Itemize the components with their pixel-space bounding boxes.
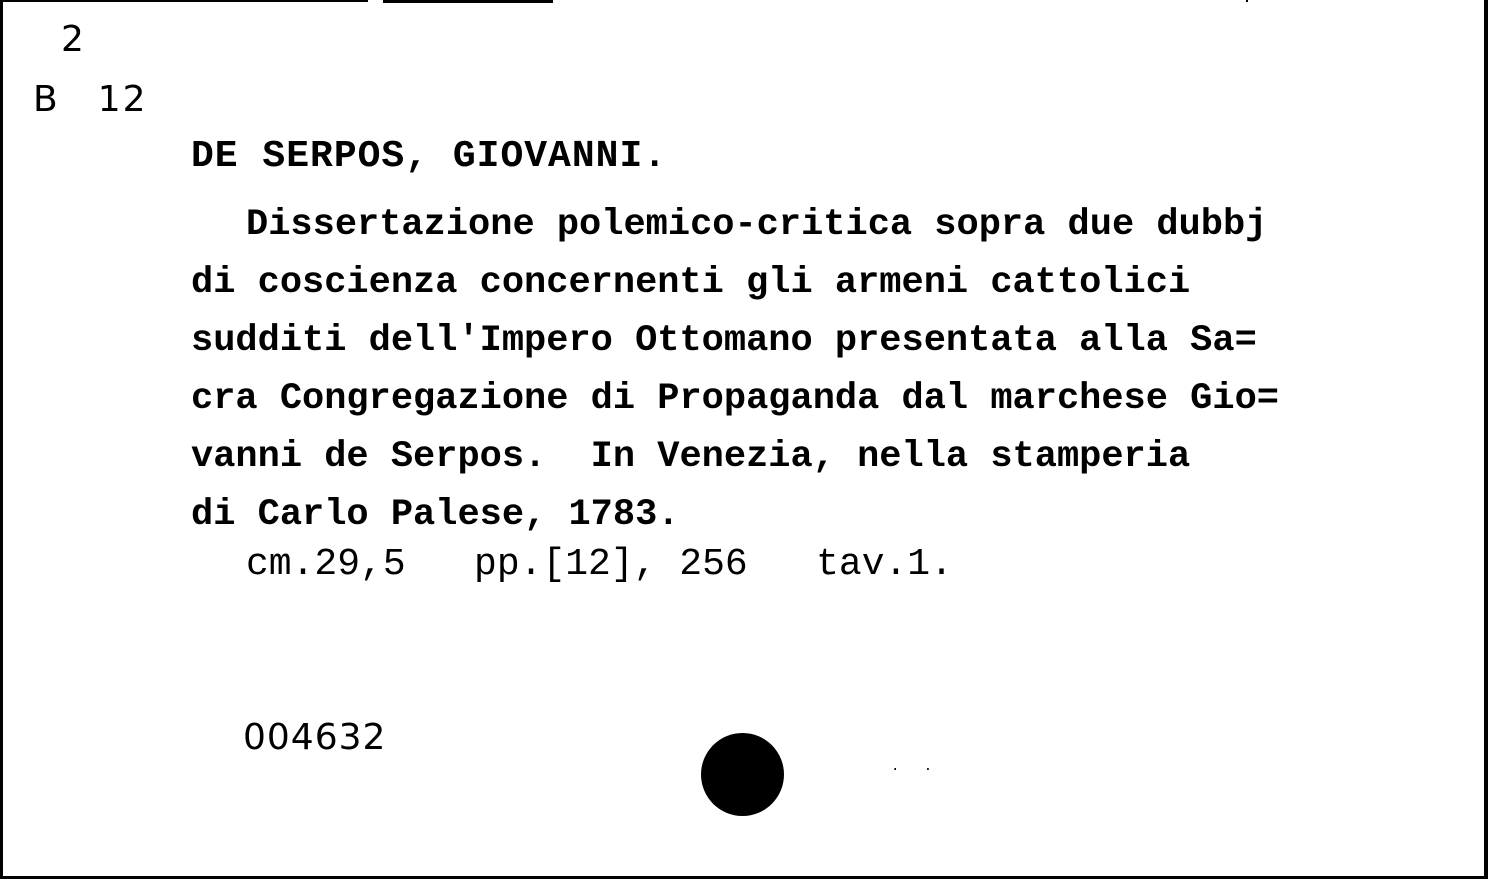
shelfmark-class-letter: B [33, 79, 60, 120]
title-line: Dissertazione polemico-critica sopra due dubbj [246, 204, 1268, 246]
title-line: di coscienza concernenti gli armeni cattolici [191, 262, 1191, 304]
title-entry [191, 196, 1471, 544]
punch-hole-icon [701, 733, 784, 816]
title-line: cra Congregazione di Propaganda dal marchese Gio= [191, 378, 1279, 420]
title-line: vanni de Serpos. In Venezia, nella stamperia [191, 436, 1191, 478]
accession-number: 004632 [243, 717, 387, 758]
paper-specks: . . [891, 759, 941, 775]
collation: cm.29,5 pp.[12], 256 tav.1. [246, 543, 953, 586]
card-top-edge [1246, 0, 1248, 2]
author-heading: DE SERPOS, GIOVANNI. [191, 135, 668, 178]
card-top-edge [3, 0, 368, 2]
title-line: di Carlo Palese, 1783. [191, 494, 680, 536]
card-top-edge [383, 0, 553, 3]
title-line: sudditi dell'Impero Ottomano presentata alla Sa= [191, 320, 1257, 362]
shelfmark-class [33, 79, 148, 120]
shelfmark-number: 2 [61, 19, 86, 60]
shelfmark-class-number: 12 [97, 79, 148, 120]
